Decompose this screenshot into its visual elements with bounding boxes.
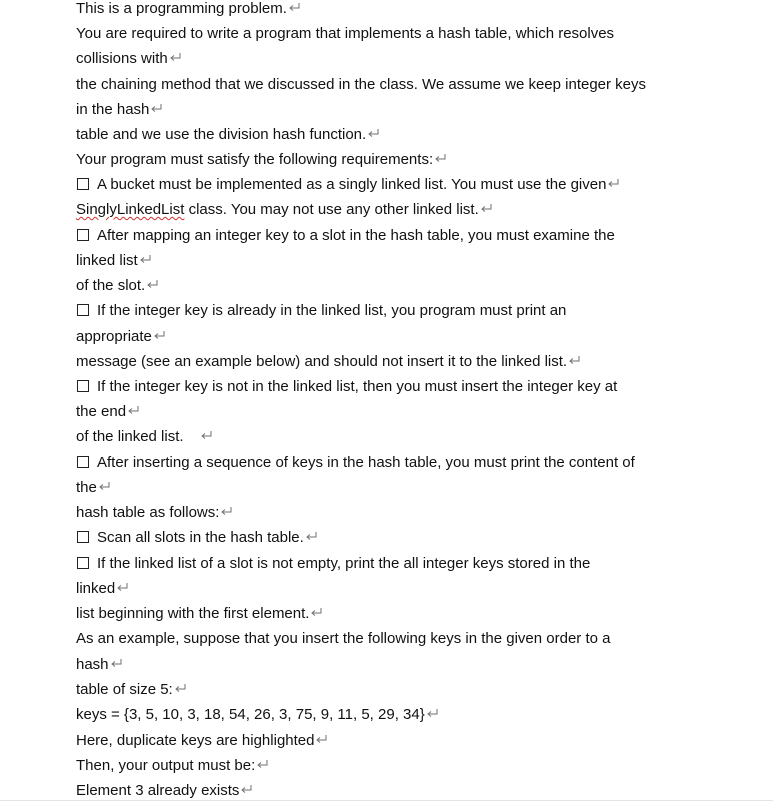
return-mark-icon [153, 330, 166, 340]
return-mark-icon [256, 759, 269, 769]
return-mark-icon [568, 355, 581, 365]
return-mark-icon [146, 279, 159, 289]
line-text: appropriate [76, 328, 152, 345]
text-line [76, 678, 187, 702]
text-line [76, 0, 301, 21]
line-text: of the linked list. [76, 428, 192, 445]
text-line [76, 754, 269, 778]
line-text: Element 3 already exists [76, 782, 240, 799]
text-line [76, 476, 111, 500]
checkbox-icon[interactable] [77, 531, 89, 543]
checklist-line [76, 299, 566, 323]
text-line [76, 501, 233, 525]
line-text: of the slot. [76, 277, 146, 294]
text-line [76, 198, 493, 222]
line-text: collisions with [76, 50, 168, 67]
return-mark-icon [240, 784, 253, 794]
return-mark-icon [139, 254, 152, 264]
return-mark-icon [426, 708, 439, 718]
return-mark-icon [288, 2, 301, 12]
spellcheck-word[interactable]: SinglyLinkedList [76, 201, 185, 218]
return-mark-icon [169, 52, 182, 62]
checklist-line [76, 552, 590, 576]
text-line [76, 729, 328, 753]
text-line [76, 602, 323, 626]
page-divider [0, 800, 773, 801]
text-line [76, 577, 129, 601]
line-text: the chaining method that we discussed in the class. We assume we keep integer keys [76, 76, 647, 93]
return-mark-icon [367, 128, 380, 138]
return-mark-icon [200, 430, 213, 440]
checkbox-icon[interactable] [77, 380, 89, 392]
line-text: A bucket must be implemented as a singly linked list. You must use the given [97, 176, 607, 193]
text-line [76, 325, 166, 349]
return-mark-icon [305, 531, 318, 541]
text-line [76, 703, 439, 727]
checklist-line [76, 451, 635, 475]
return-mark-icon [127, 405, 140, 415]
text-line [76, 425, 213, 449]
line-text: keys = {3, 5, 10, 3, 18, 54, 26, 3, 75, 9, 11, 5, 29, 34} [76, 706, 425, 723]
return-mark-icon [315, 734, 328, 744]
text-line [76, 249, 152, 273]
line-text: message (see an example below) and should not insert it to the linked list. [76, 353, 568, 370]
line-text: Then, your output must be: [76, 757, 256, 774]
checklist-line [76, 224, 615, 248]
return-mark-icon [434, 153, 447, 163]
return-mark-icon [150, 103, 163, 113]
text-line [76, 350, 581, 374]
return-mark-icon [480, 203, 493, 213]
text-line [76, 400, 140, 424]
text-line [76, 274, 159, 298]
checkbox-icon[interactable] [77, 229, 89, 241]
line-text: the end [76, 403, 127, 420]
checklist-line [76, 526, 318, 550]
line-text: This is a programming problem. [76, 0, 287, 17]
checkbox-icon[interactable] [77, 304, 89, 316]
text-line [76, 73, 646, 97]
text-line [76, 123, 380, 147]
return-mark-icon [116, 582, 129, 592]
line-text: table of size 5: [76, 681, 173, 698]
line-text: If the integer key is already in the linked list, you program must print an [97, 302, 567, 319]
line-text: list beginning with the first element. [76, 605, 310, 622]
return-mark-icon [607, 178, 620, 188]
line-text: linked [76, 580, 116, 597]
line-text: in the hash [76, 101, 150, 118]
checklist-line [76, 173, 620, 197]
line-text: hash table as follows: [76, 504, 220, 521]
line-text: You are required to write a program that implements a hash table, which resolves [76, 25, 615, 42]
line-text: the [76, 479, 97, 496]
line-text: As an example, suppose that you insert the following keys in the given order to a [76, 630, 611, 647]
line-text: Scan all slots in the hash table. [97, 529, 304, 546]
line-text: If the integer key is not in the linked list, then you must insert the integer key at [97, 378, 618, 395]
text-line [76, 22, 614, 46]
return-mark-icon [110, 658, 123, 668]
checkbox-icon[interactable] [77, 178, 89, 190]
line-text: Your program must satisfy the following requirements: [76, 151, 434, 168]
checkbox-icon[interactable] [77, 557, 89, 569]
checklist-line [76, 375, 617, 399]
return-mark-icon [174, 683, 187, 693]
line-text: If the linked list of a slot is not empty, print the all integer keys stored in the [97, 555, 591, 572]
return-mark-icon [98, 481, 111, 491]
line-text: table and we use the division hash function. [76, 126, 367, 143]
text-line [76, 47, 182, 71]
line-text: class. You may not use any other linked list. [184, 201, 479, 218]
line-text: hash [76, 656, 109, 673]
line-text: After mapping an integer key to a slot in the hash table, you must examine the [97, 227, 615, 244]
return-mark-icon [220, 506, 233, 516]
checkbox-icon[interactable] [77, 456, 89, 468]
line-text: After inserting a sequence of keys in the hash table, you must print the content of [97, 454, 635, 471]
text-line [76, 627, 610, 651]
text-line [76, 653, 123, 677]
return-mark-icon [310, 607, 323, 617]
text-line [76, 148, 447, 172]
line-text: linked list [76, 252, 138, 269]
line-text: Here, duplicate keys are highlighted [76, 732, 315, 749]
text-line [76, 98, 163, 122]
